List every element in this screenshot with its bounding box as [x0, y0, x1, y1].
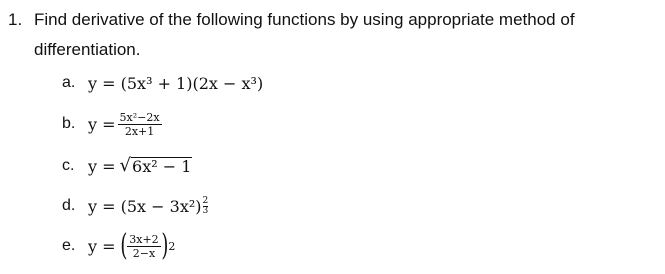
item-label: a. — [62, 74, 76, 91]
item-c-lhs: y = — [88, 156, 116, 176]
item-d-expression: y = (5x − 3x²) — [88, 196, 202, 216]
item-label: e. — [62, 237, 76, 254]
left-paren-icon: ( — [119, 228, 127, 263]
fraction-numerator: 5x²−2x — [119, 110, 160, 124]
item-b-fraction — [118, 111, 162, 138]
radical-sign-icon: √ — [119, 154, 132, 176]
fraction-denominator: 2−x — [132, 246, 156, 260]
fraction-numerator: 3x+2 — [129, 232, 159, 246]
outer-exponent: 2 — [168, 239, 176, 253]
question-text-line1: Find derivative of the following functions by using appropriate method of — [34, 10, 575, 29]
item-b — [62, 108, 164, 140]
item-a-expression: y = (5x³ + 1)(2x − x³) — [88, 73, 264, 93]
item-d — [62, 192, 208, 220]
question-text-line2: differentiation. — [34, 40, 141, 59]
item-e — [62, 228, 175, 264]
item-d-exponent — [203, 197, 209, 216]
square-root — [119, 154, 193, 176]
item-c — [62, 154, 192, 178]
question-number: 1. — [8, 10, 23, 29]
item-a — [62, 72, 263, 94]
exponent-numerator: 2 — [202, 195, 209, 206]
item-b-lhs: y = — [88, 114, 116, 134]
radicand: 6x² − 1 — [132, 156, 192, 176]
item-label: c. — [62, 157, 75, 174]
item-e-lhs: y = — [88, 236, 116, 256]
fraction-denominator: 2x+1 — [124, 124, 155, 138]
item-label: d. — [62, 197, 76, 214]
item-label: b. — [62, 115, 76, 132]
right-paren-icon: ) — [161, 228, 169, 263]
exponent-denominator: 3 — [202, 205, 209, 216]
item-e-fraction — [127, 233, 160, 260]
